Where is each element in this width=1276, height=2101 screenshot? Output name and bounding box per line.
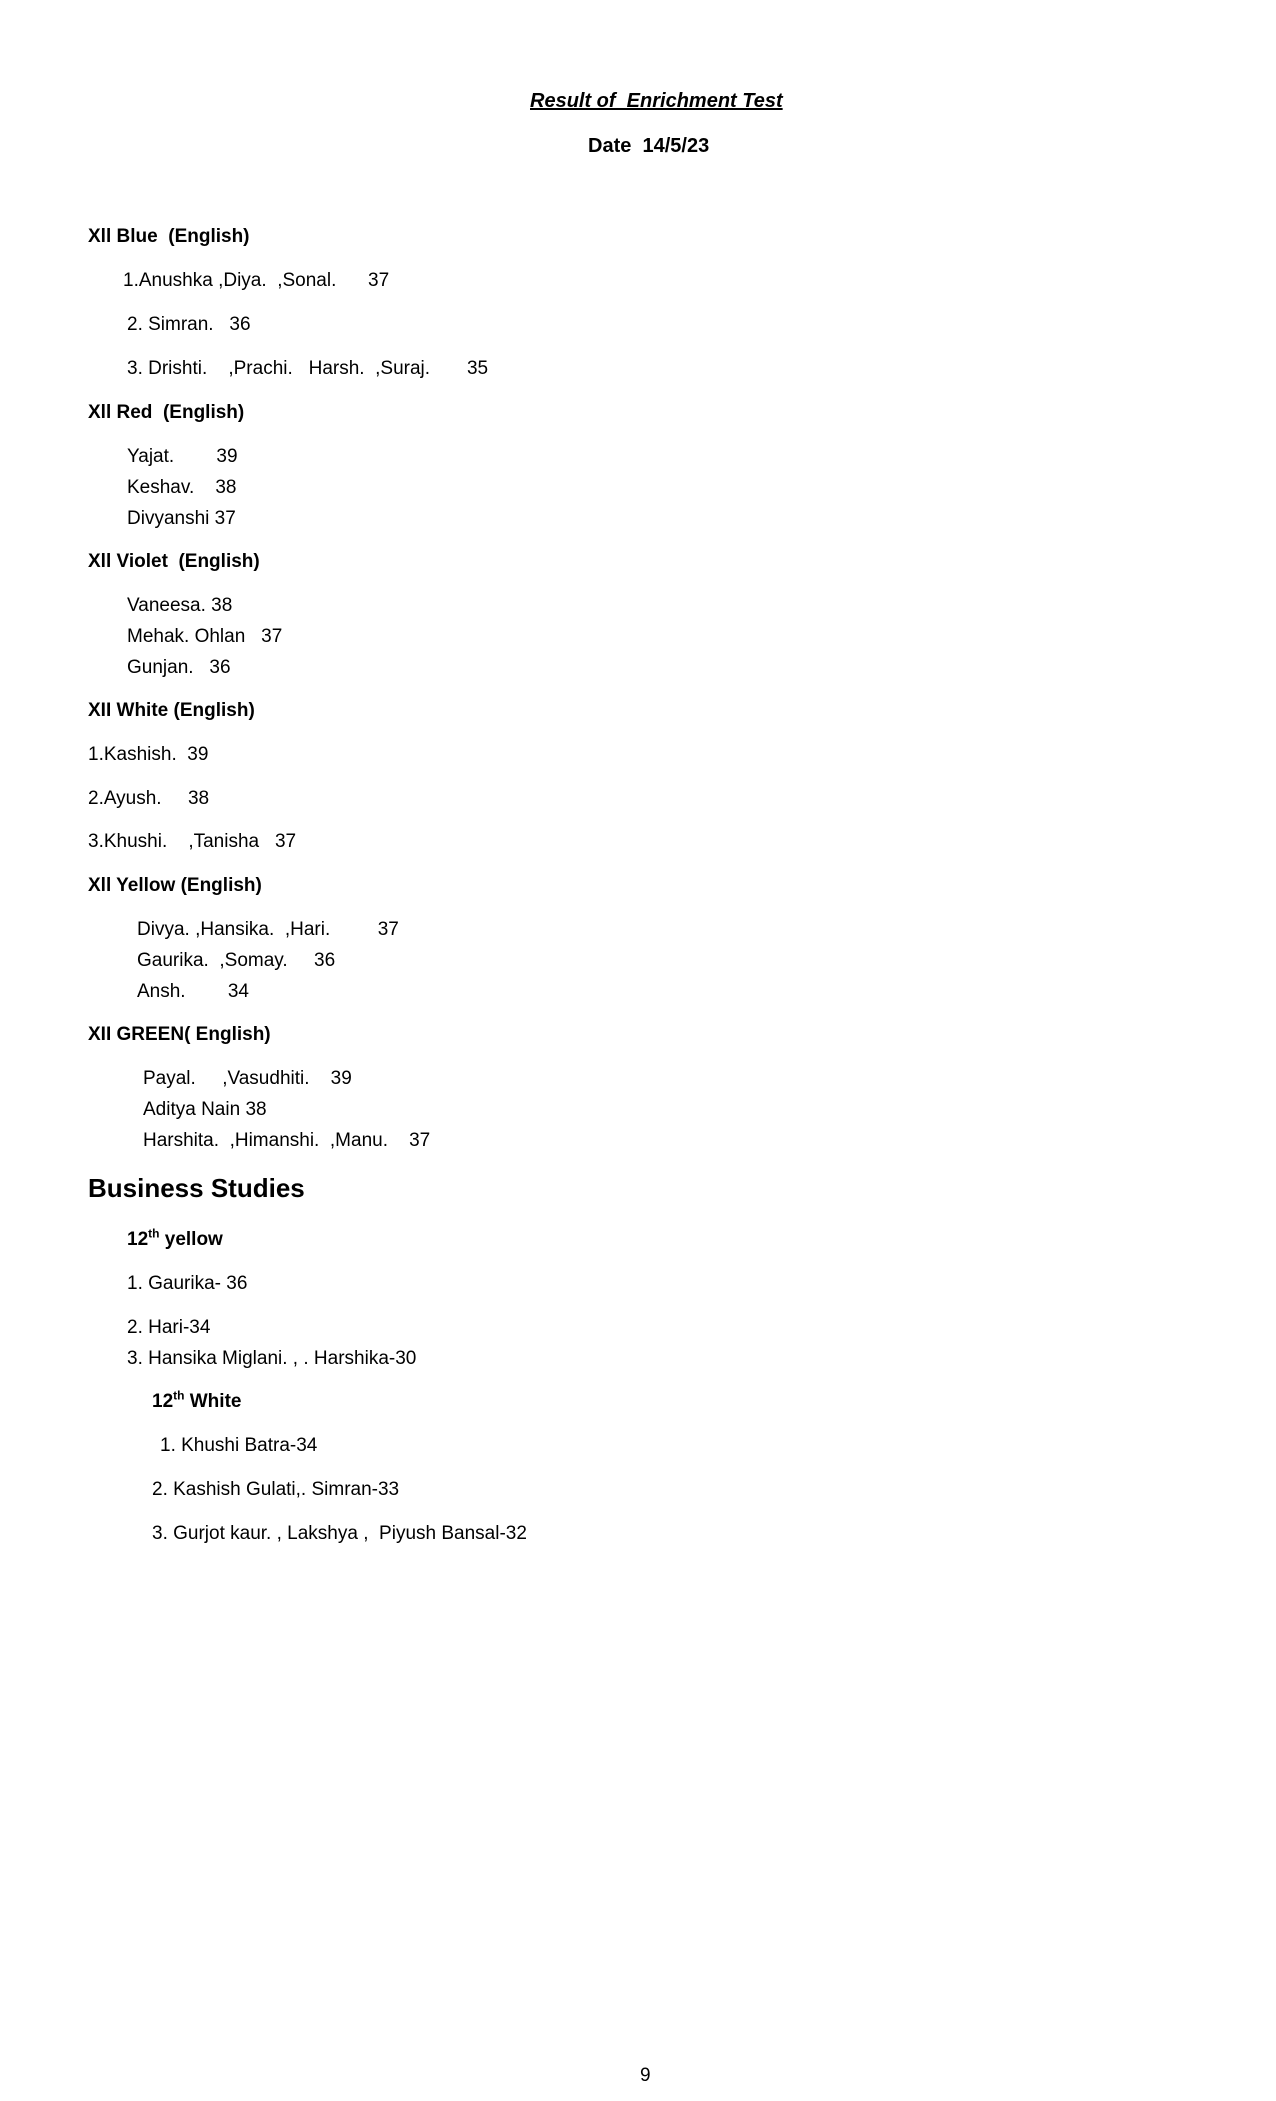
group-label: White	[189, 1391, 242, 1412]
result-line: 1.Anushka ,Diya. ,Sonal. 37	[123, 270, 390, 291]
result-line: 3. Hansika Miglani. , . Harshika-30	[127, 1348, 417, 1369]
grade-suffix: th	[173, 1388, 185, 1403]
bs-group-heading-yellow	[127, 1226, 223, 1251]
section-heading-red: Xll Red (English)	[88, 402, 245, 423]
result-line: 1. Gaurika- 36	[127, 1273, 248, 1294]
result-line: Divya. ,Hansika. ,Hari. 37	[137, 919, 399, 940]
section-heading-blue: Xll Blue (English)	[88, 226, 250, 247]
page-title: Result of Enrichment Test	[530, 90, 783, 112]
result-line: Gaurika. ,Somay. 36	[137, 950, 336, 971]
section-heading-violet: Xll Violet (English)	[88, 551, 260, 572]
section-heading-green: XII GREEN( English)	[88, 1024, 271, 1045]
grade-number: 12	[127, 1229, 149, 1250]
result-line: Keshav. 38	[127, 477, 237, 498]
bs-group-heading-white	[152, 1388, 242, 1413]
result-line: Yajat. 39	[127, 446, 238, 467]
result-line: 2. Hari-34	[127, 1317, 211, 1338]
page-number: 9	[640, 2065, 651, 2086]
result-line: 3. Gurjot kaur. , Lakshya , Piyush Bansal-32	[152, 1523, 527, 1544]
result-line: Harshita. ,Himanshi. ,Manu. 37	[143, 1130, 431, 1151]
result-line: 3.Khushi. ,Tanisha 37	[88, 831, 297, 852]
result-line: Divyanshi 37	[127, 508, 236, 529]
result-line: 1.Kashish. 39	[88, 744, 209, 765]
result-line: Gunjan. 36	[127, 657, 231, 678]
result-line: 1. Khushi Batra-34	[160, 1435, 318, 1456]
result-line: 3. Drishti. ,Prachi. Harsh. ,Suraj. 35	[127, 358, 489, 379]
result-line: 2. Simran. 36	[127, 314, 251, 335]
section-heading-white: XII White (English)	[88, 700, 255, 721]
result-line: Vaneesa. 38	[127, 595, 233, 616]
result-line: Payal. ,Vasudhiti. 39	[143, 1068, 352, 1089]
business-studies-heading: Business Studies	[88, 1173, 305, 1203]
grade-number: 12	[152, 1391, 174, 1412]
result-line: 2.Ayush. 38	[88, 788, 210, 809]
group-label: yellow	[164, 1229, 223, 1250]
result-line: Ansh. 34	[137, 981, 249, 1002]
grade-suffix: th	[148, 1226, 160, 1241]
test-date: Date 14/5/23	[588, 135, 710, 157]
result-line: Aditya Nain 38	[143, 1099, 267, 1120]
result-line: 2. Kashish Gulati,. Simran-33	[152, 1479, 400, 1500]
section-heading-yellow: Xll Yellow (English)	[88, 875, 262, 896]
result-line: Mehak. Ohlan 37	[127, 626, 283, 647]
